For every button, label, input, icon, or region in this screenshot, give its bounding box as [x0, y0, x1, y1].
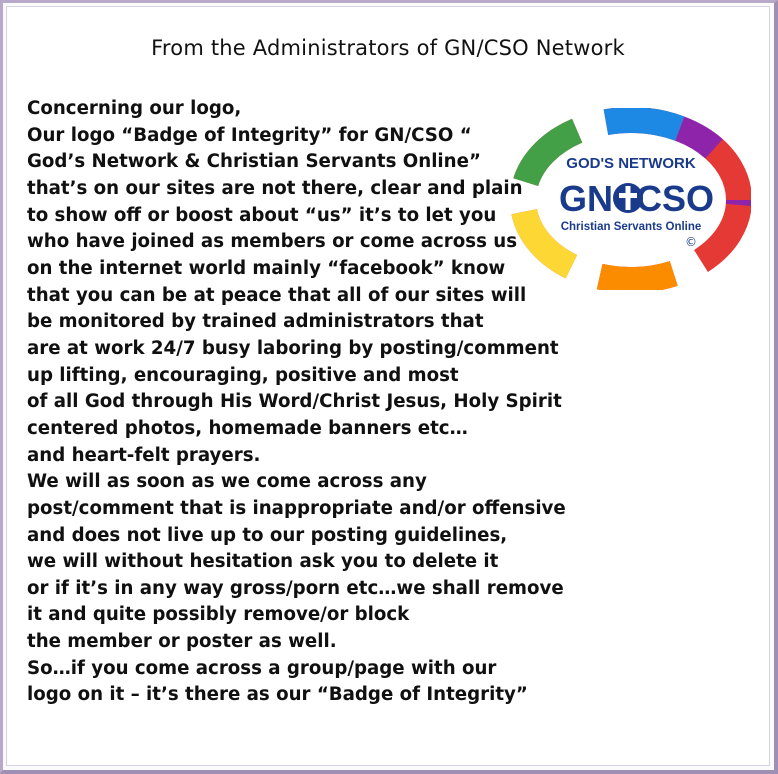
body-line: Concerning our logo, [27, 98, 242, 119]
body-line: God’s Network & Christian Servants Online” [27, 151, 481, 173]
body-line: it and quite possibly remove/or block [27, 604, 410, 626]
body-line: So…if you come across a group/page with our [27, 657, 497, 679]
body-line: that you can be at peace that all of our sites will [27, 284, 527, 306]
body-line: and heart-felt prayers. [27, 444, 261, 466]
body-line: that’s on our sites are not there, clear and plain [27, 177, 523, 199]
body-line: on the internet world mainly “facebook” know [27, 257, 506, 279]
body-line: or if it’s in any way gross/porn etc…we shall remove [27, 577, 564, 599]
body-line: of all God through His Word/Christ Jesus, Holy Spirit [27, 391, 562, 413]
page-title: From the Administrators of GN/CSO Network [151, 36, 625, 60]
body-line: are at work 24/7 busy laboring by posting/comment [27, 337, 559, 359]
body-line: Our logo “Badge of Integrity” for GN/CSO “ [27, 124, 472, 146]
copyright-icon: © [685, 235, 697, 249]
logo-left-letters: GN [559, 178, 613, 219]
body-line: logo on it – it’s there as our “Badge of Integrity” [27, 684, 528, 706]
body-line: be monitored by trained administrators that [27, 311, 484, 333]
body-line: we will without hesitation ask you to delete it [27, 551, 499, 573]
gncso-logo [511, 108, 751, 290]
body-line: and does not live up to our posting guidelines, [27, 524, 508, 546]
body-line: who have joined as members or come across us [27, 231, 518, 253]
body-line: We will as soon as we come across any [27, 471, 427, 493]
content-panel [6, 6, 770, 766]
logo-bottom-text: Christian Servants Online [560, 221, 702, 233]
body-line: post/comment that is inappropriate and/or offensive [27, 497, 566, 519]
logo-right-letters: CSO [635, 178, 715, 219]
logo-top-text: GOD'S NETWORK [566, 155, 696, 172]
message-body [27, 96, 587, 709]
body-line: to show off or boost about “us” it’s to let you [27, 204, 497, 226]
body-line: up lifting, encouraging, positive and most [27, 364, 459, 386]
body-line: the member or poster as well. [27, 631, 337, 653]
body-line: centered photos, homemade banners etc… [27, 417, 468, 439]
